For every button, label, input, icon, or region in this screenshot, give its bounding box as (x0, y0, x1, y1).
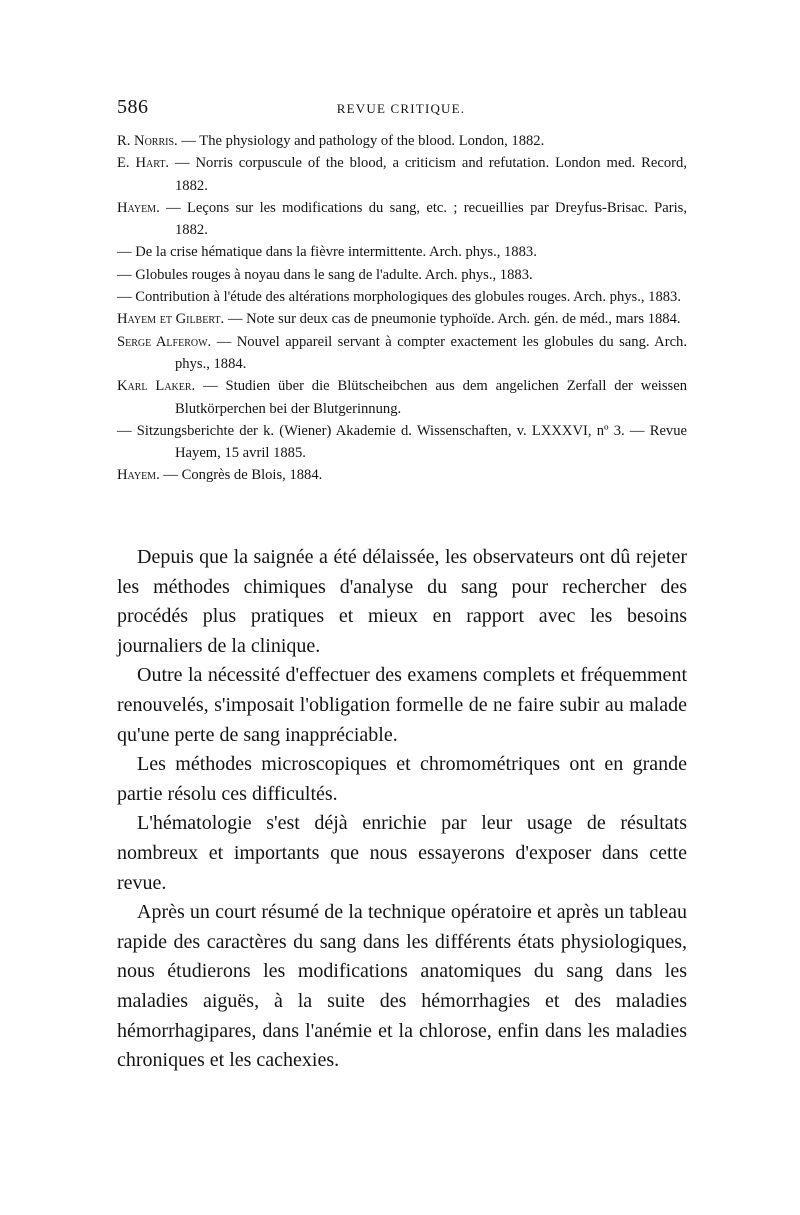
paragraph: Outre la nécessité d'effectuer des examens complets et fréquemment renouvelés, s'imposait l'obligation formelle de ne faire subir au malade qu'une perte de sang inappréciable. (117, 664, 687, 746)
bibliography-entry (117, 286, 687, 308)
entry-text: — Nouvel appareil servant à compter exactement les globules du sang. Arch. phys., 1884. (175, 333, 688, 372)
paragraph: Après un court résumé de la technique opératoire et après un tableau rapide des caractères du sang dans les différents états physiologiques, nous étudierons les modifications anatomiques du sang dans les maladies aiguës, à la suite des hémorrhagies et des maladies hémorrhagipares, dans l'anémie et la chlorose, enfin dans les maladies chroniques et les cachexies. (117, 901, 687, 1072)
bibliography-entry (117, 264, 687, 286)
entry-text: — Studien über die Blütscheibchen aus dem angelichen Zerfall der weissen Blutkörperchen bei der Blutgerinnung. (175, 378, 687, 417)
bibliography-entry (117, 331, 687, 376)
bibliography-list (117, 130, 687, 487)
entry-text: — Norris corpuscule of the blood, a criticism and refutation. London med. Record, 1882. (175, 155, 687, 194)
bibliography-entry (117, 130, 687, 152)
bibliography-entry (117, 308, 687, 330)
entry-author: R. Norris. (117, 133, 178, 149)
page-number: 586 (117, 96, 149, 118)
entry-text: — Contribution à l'étude des altérations morphologiques des globules rouges. Arch. phys., 1883. (117, 289, 682, 306)
bibliography-entry (117, 464, 687, 486)
entry-text: — The physiology and pathology of the blood. London, 1882. (181, 133, 545, 149)
entry-author: Hayem. (117, 467, 160, 484)
paragraph: Depuis que la saignée a été délaissée, les observateurs ont dû rejeter les méthodes chimiques d'analyse du sang pour rechercher des procédés plus pratiques et mieux en rapport avec les besoins journaliers de la clinique. (117, 546, 687, 657)
paragraph: L'hématologie s'est déjà enrichie par leur usage de résultats nombreux et importants que nous essayerons d'exposer dans cette revue. (117, 812, 687, 894)
entry-author: E. Hart. (117, 155, 170, 172)
entry-author: Karl Laker. (117, 378, 196, 395)
bibliography-entry (117, 241, 687, 263)
body-text (117, 543, 687, 1076)
bibliography-entry (117, 420, 687, 465)
entry-author: Hayem et Gilbert. (117, 311, 225, 328)
entry-text: — Sitzungsberichte der k. (Wiener) Akademie d. Wissenschaften, v. LXXXVI, nº 3. — Revue Hayem, 15 avril 1885. (117, 422, 687, 462)
bibliography-entry (117, 197, 687, 242)
bibliography-entry (117, 152, 687, 197)
running-title: REVUE CRITIQUE. (336, 101, 466, 116)
page-header (117, 96, 685, 120)
entry-text: — Leçons sur les modifications du sang, etc. ; recueillies par Dreyfus-Brisac. Paris, 1882. (166, 199, 687, 239)
entry-text: — Globules rouges à noyau dans le sang de l'adulte. Arch. phys., 1883. (117, 266, 533, 283)
entry-author: Hayem. (117, 199, 160, 216)
entry-text: — Note sur deux cas de pneumonie typhoïde. Arch. gén. de méd., mars 1884. (227, 311, 681, 328)
entry-text: — Congrès de Blois, 1884. (163, 467, 323, 484)
bibliography-entry (117, 375, 687, 420)
entry-text: — De la crise hématique dans la fièvre intermittente. Arch. phys., 1883. (117, 244, 537, 261)
entry-author: Serge Alferow. (117, 333, 212, 350)
paragraph: Les méthodes microscopiques et chromométriques ont en grande partie résolu ces difficultés. (117, 753, 687, 805)
